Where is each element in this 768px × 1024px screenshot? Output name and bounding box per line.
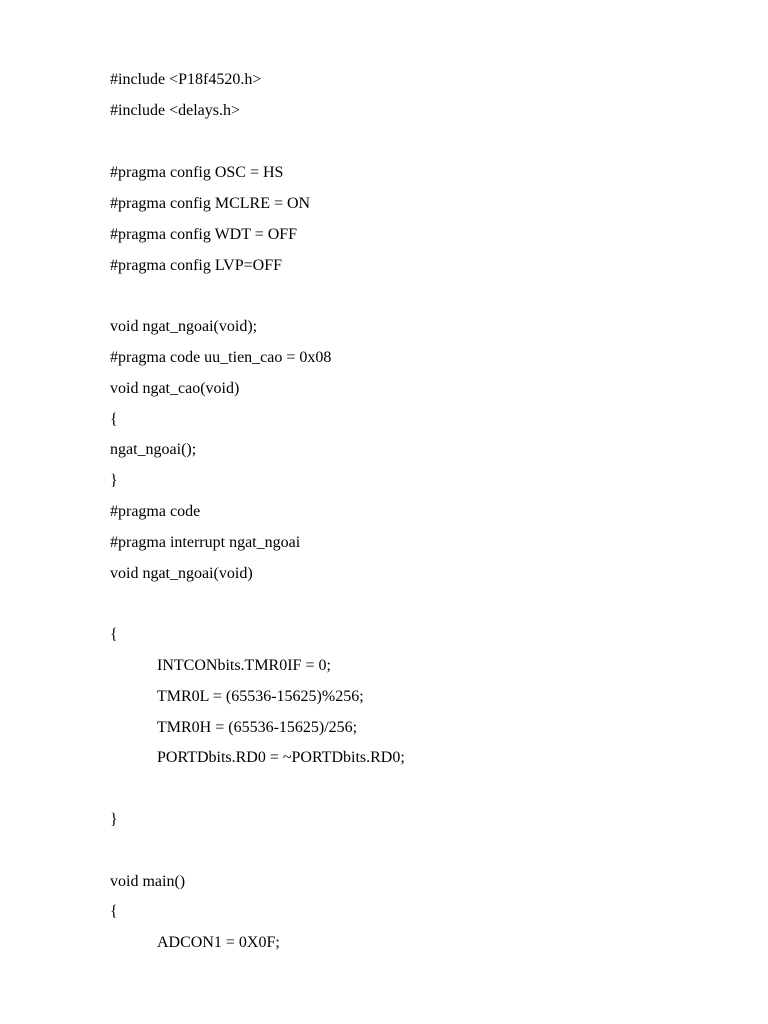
code-line: #pragma code bbox=[110, 503, 201, 520]
code-line: TMR0H = (65536-15625)/256; bbox=[157, 719, 358, 736]
code-line: #pragma config OSC = HS bbox=[110, 164, 284, 181]
code-line: #pragma config MCLRE = ON bbox=[110, 195, 311, 212]
code-line: void ngat_cao(void) bbox=[110, 380, 240, 397]
code-line: #pragma code uu_tien_cao = 0x08 bbox=[110, 349, 332, 366]
code-line: #include <P18f4520.h> bbox=[110, 71, 262, 88]
code-line: void main() bbox=[110, 873, 186, 890]
code-line: void ngat_ngoai(void); bbox=[110, 318, 258, 335]
code-line: } bbox=[110, 811, 118, 828]
code-line: } bbox=[110, 472, 118, 489]
code-line: TMR0L = (65536-15625)%256; bbox=[157, 688, 364, 705]
code-line: #pragma config LVP=OFF bbox=[110, 257, 282, 274]
code-line: #pragma interrupt ngat_ngoai bbox=[110, 534, 301, 551]
code-line: PORTDbits.RD0 = ~PORTDbits.RD0; bbox=[157, 749, 405, 766]
code-line: void ngat_ngoai(void) bbox=[110, 565, 253, 582]
code-line: { bbox=[110, 626, 118, 643]
code-line: { bbox=[110, 903, 118, 920]
code-line: ADCON1 = 0X0F; bbox=[157, 934, 280, 951]
code-line: INTCONbits.TMR0IF = 0; bbox=[157, 657, 331, 674]
code-line: #pragma config WDT = OFF bbox=[110, 226, 298, 243]
code-line: #include <delays.h> bbox=[110, 102, 241, 119]
code-line: { bbox=[110, 411, 118, 428]
code-line: ngat_ngoai(); bbox=[110, 441, 197, 458]
